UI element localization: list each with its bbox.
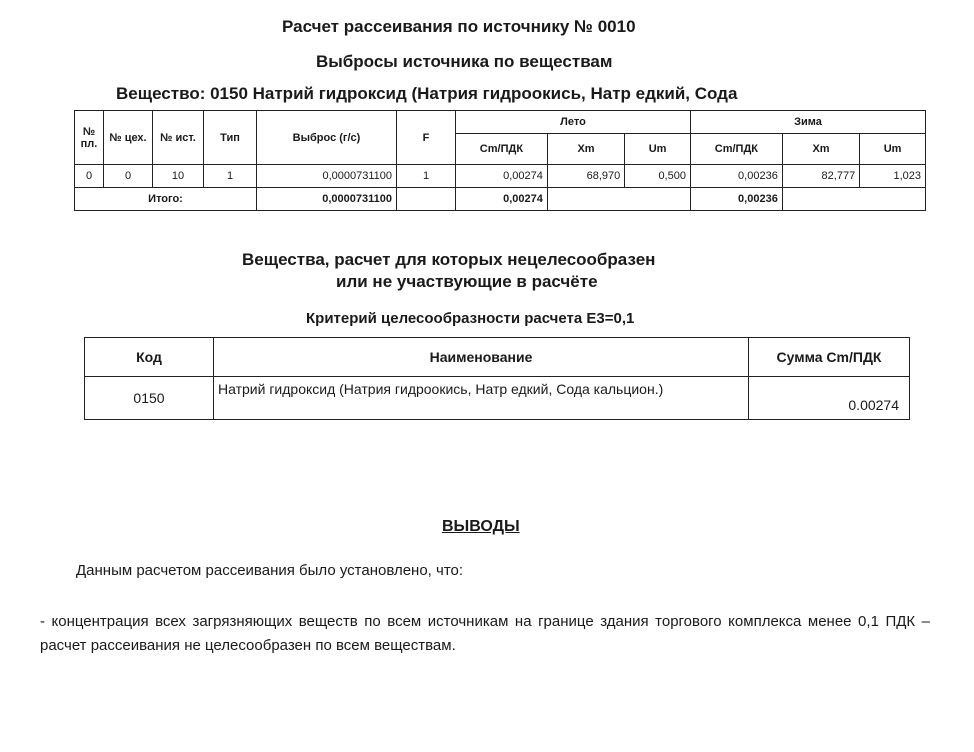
cell-sum: 0.00274 xyxy=(749,377,910,420)
col-code: Код xyxy=(85,338,214,377)
col-summer: Лето xyxy=(456,111,691,134)
cell-summer-um: 0,500 xyxy=(625,165,691,188)
section2-title2: или не участвующие в расчёте xyxy=(336,272,598,291)
col-name: Наименование xyxy=(214,338,749,377)
cell-summer-xm: 68,970 xyxy=(547,165,624,188)
cell-winter-xm: 82,777 xyxy=(782,165,859,188)
criteria-table xyxy=(84,337,910,420)
col-summer-xm: Xm xyxy=(547,134,624,165)
cell-f: 1 xyxy=(397,165,456,188)
section2-title1: Вещества, расчет для которых нецелесообразен xyxy=(242,250,656,269)
col-winter-xm: Xm xyxy=(782,134,859,165)
table-row xyxy=(75,165,926,188)
total-label: Итого: xyxy=(75,188,257,211)
cell-winter-cm: 0,00236 xyxy=(690,165,782,188)
col-winter-um: Um xyxy=(860,134,926,165)
table-total-row xyxy=(75,188,926,211)
cell-ist: 10 xyxy=(153,165,204,188)
total-winter-empty xyxy=(782,188,925,211)
col-winter: Зима xyxy=(690,111,925,134)
total-winter-cm: 0,00236 xyxy=(690,188,782,211)
cell-code: 0150 xyxy=(85,377,214,420)
total-vybros: 0,0000731100 xyxy=(257,188,397,211)
cell-pl: 0 xyxy=(75,165,104,188)
conclusions-point: - концентрация всех загрязняющих веществ по всем источникам на границе здания торгового комплекса менее 0,1 ПДК – расчет рассеивания не целесообразен по всем веществам. xyxy=(40,613,930,654)
criterion-text: Критерий целесообразности расчета Е3=0,1 xyxy=(306,310,635,327)
col-vybros: Выброс (г/с) xyxy=(257,111,397,165)
col-summer-cm: Cm/ПДК xyxy=(456,134,548,165)
col-f: F xyxy=(397,111,456,165)
cell-ceh: 0 xyxy=(104,165,153,188)
cell-name: Натрий гидроксид (Натрия гидроокись, Натр едкий, Сода кальцион.) xyxy=(214,377,749,420)
col-sum: Сумма Cm/ПДК xyxy=(749,338,910,377)
col-winter-cm: Cm/ПДК xyxy=(690,134,782,165)
col-summer-um: Um xyxy=(625,134,691,165)
conclusions-heading: ВЫВОДЫ xyxy=(442,518,520,535)
col-ceh: № цех. xyxy=(104,111,153,165)
cell-type: 1 xyxy=(204,165,257,188)
total-summer-cm: 0,00274 xyxy=(456,188,548,211)
cell-vybros: 0,0000731100 xyxy=(257,165,397,188)
substance-line: Вещество: 0150 Натрий гидроксид (Натрия гидроокись, Натр едкий, Сода xyxy=(116,84,738,103)
title-emissions: Выбросы источника по веществам xyxy=(316,52,613,71)
total-f-empty xyxy=(397,188,456,211)
emission-table xyxy=(74,110,926,211)
cell-winter-um: 1,023 xyxy=(860,165,926,188)
conclusions-intro: Данным расчетом рассеивания было установлено, что: xyxy=(76,562,464,579)
col-type: Тип xyxy=(204,111,257,165)
col-ist: № ист. xyxy=(153,111,204,165)
cell-summer-cm: 0,00274 xyxy=(456,165,548,188)
col-pl: № пл. xyxy=(75,111,104,165)
table-row xyxy=(85,377,910,420)
total-summer-empty xyxy=(547,188,690,211)
title-calculation: Расчет рассеивания по источнику № 0010 xyxy=(282,17,636,36)
